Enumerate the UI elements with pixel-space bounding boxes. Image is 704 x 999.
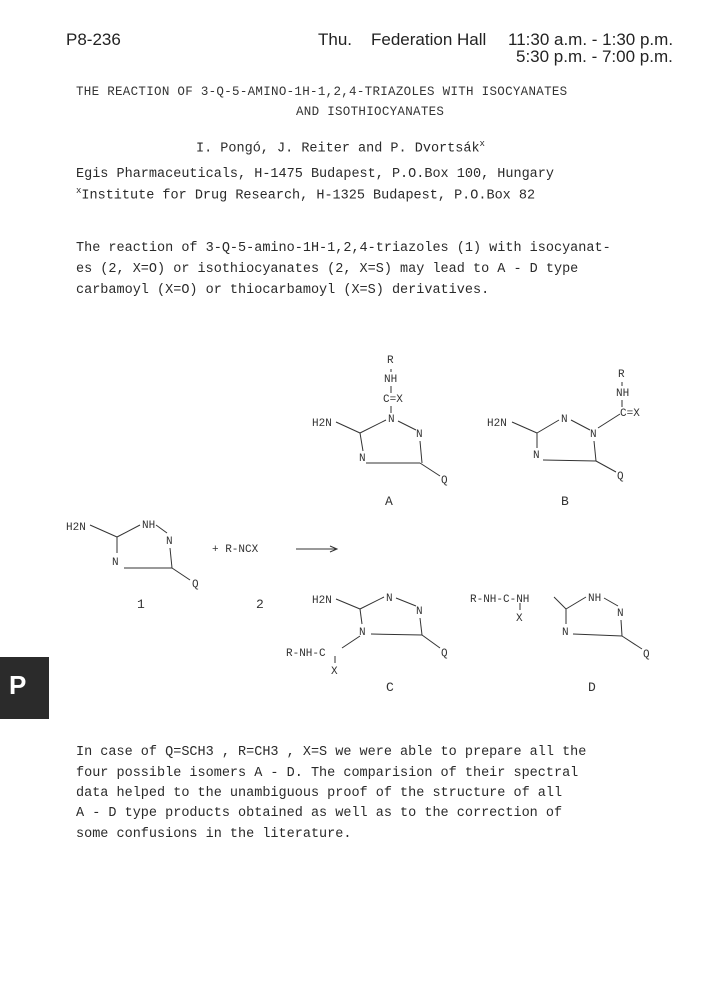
conclusion-line-4: A - D type products obtained as well as to the correction of [76,806,563,821]
atom-X: X [331,666,338,678]
atom-R: R [618,369,625,381]
compound-label-A: A [385,494,393,509]
session-time-1: 11:30 a.m. - 1:30 p.m. [508,30,674,49]
atom-Q: Q [643,649,650,661]
compound-label-D: D [588,680,596,695]
atom-CX: C=X [383,394,403,406]
intro-line-3: carbamoyl (X=O) or thiocarbamoyl (X=S) derivatives. [76,283,490,298]
conclusion-line-3: data helped to the unambiguous proof of the structure of all [76,786,563,801]
atom-RNHCNH: R-NH-C-NH [470,594,530,606]
atom-NH: NH [142,520,156,532]
paper-title-line-2: AND ISOTHIOCYANATES [296,105,445,119]
atom-CX: C=X [620,408,640,420]
atom-N: N [562,627,569,639]
intro-line-1: The reaction of 3-Q-5-amino-1H-1,2,4-triazoles (1) with isocyanat- [76,241,611,256]
authors-text: I. Pongó, J. Reiter and P. Dvortsák [196,141,480,157]
atom-NH: NH [616,388,630,400]
atom-N: N [386,593,393,605]
atom-N: N [416,606,423,618]
structure-A [312,355,448,509]
affiliation-2-text: Institute for Drug Research, H-1325 Budapest, P.O.Box 82 [81,188,536,204]
atom-N: N [416,429,423,441]
atom-Q: Q [617,471,624,483]
atom-Q: Q [192,579,199,591]
session-venue: Federation Hall [371,30,487,49]
atom-Q: Q [441,648,448,660]
structure-B [487,369,640,509]
atom-N: N [617,608,624,620]
atom-N: N [359,627,366,639]
session-code: P8-236 [66,30,121,49]
conclusion-line-2: four possible isomers A - D. The comparision of their spectral [76,766,579,781]
atom-H2N: H2N [312,595,332,607]
atom-R: R [387,355,394,367]
affiliation-1: Egis Pharmaceuticals, H-1475 Budapest, P.O.Box 100, Hungary [76,167,554,182]
paper-title-line-1: THE REACTION OF 3-Q-5-AMINO-1H-1,2,4-TRIAZOLES WITH ISOCYANATES [76,85,568,99]
structure-C [286,593,448,695]
section-tab [0,657,49,719]
atom-H2N: H2N [66,522,86,534]
structure-D [470,593,650,695]
atom-N: N [359,453,366,465]
atom-N: N [590,429,597,441]
compound-label-2: 2 [256,597,264,612]
session-day: Thu. [318,30,353,49]
atom-N: N [388,414,395,426]
atom-N: N [561,414,568,426]
reagent: + R-NCX [212,544,259,556]
atom-H2N: H2N [312,418,332,430]
atom-N: N [533,450,540,462]
compound-label-1: 1 [137,597,145,612]
atom-Q: Q [441,475,448,487]
atom-N: N [112,557,119,569]
atom-H2N: H2N [487,418,507,430]
authors-sup: x [479,139,485,149]
compound-label-B: B [561,494,569,509]
session-time-2: 5:30 p.m. - 7:00 p.m. [516,47,673,66]
atom-X: X [516,613,523,625]
affiliation-2-sup: x [76,186,82,196]
atom-N: N [166,536,173,548]
structure-1 [66,520,199,612]
atom-RNHC: R-NH-C [286,648,326,660]
atom-NH: NH [588,593,602,605]
intro-line-2: es (2, X=O) or isothiocyanates (2, X=S) may lead to A - D type [76,262,579,277]
conclusion-line-5: some confusions in the literature. [76,827,352,842]
conclusion-line-1: In case of Q=SCH3 , R=CH3 , X=S we were able to prepare all the [76,745,587,760]
atom-NH: NH [384,374,398,386]
compound-label-C: C [386,680,394,695]
section-tab-letter: P [9,670,27,700]
